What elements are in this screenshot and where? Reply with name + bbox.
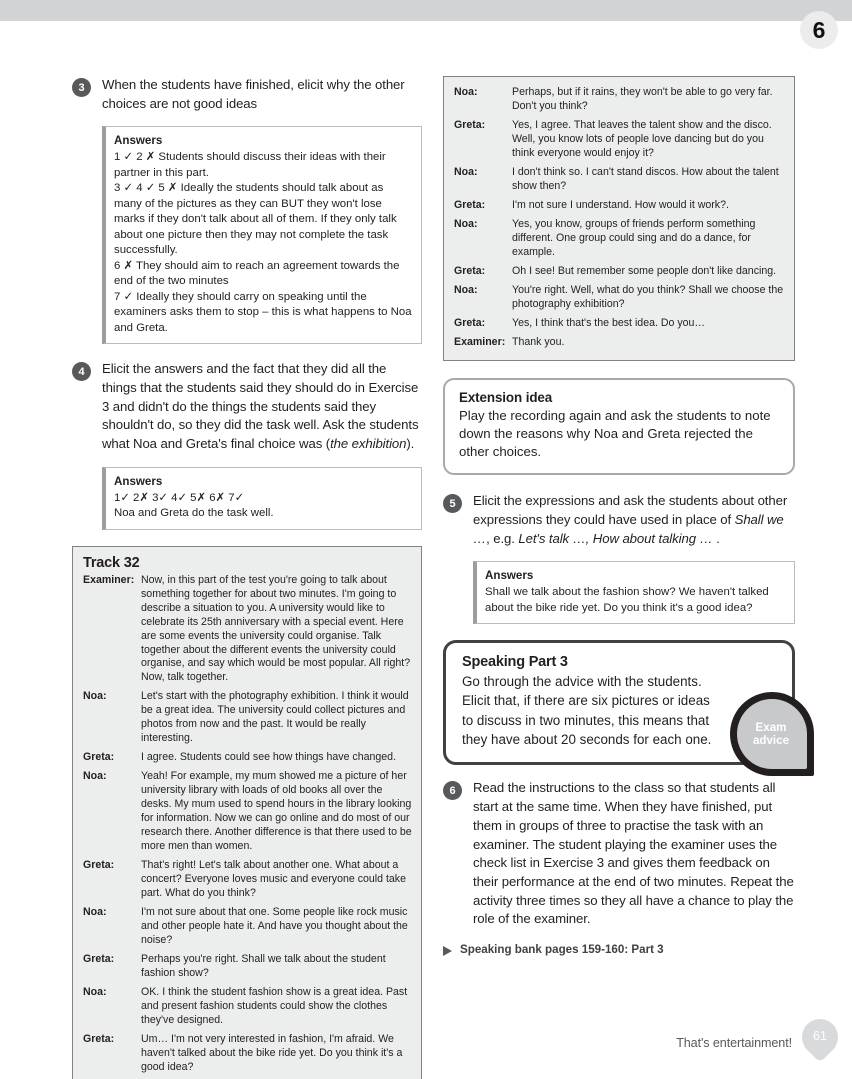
transcript-speaker: Greta:: [83, 751, 115, 764]
exercise-6-text: Read the instructions to the class so that students all start at the same time. When they have finished, put them in groups of three to practise the task with an examiner. The student playing the examiner uses the check list in Exercise 3 and gives them feedback on their performance at the end of two minutes. Repeat the activity three times so they all have a chance to play the role of the examiner.: [473, 780, 794, 927]
transcript-line: [454, 199, 785, 213]
page-number-pin: [802, 1019, 838, 1067]
transcript-utterance: Perhaps you're right. Shall we talk about the student fashion show?: [141, 952, 386, 979]
cross-reference-text: Speaking bank pages 159-160: Part 3: [460, 943, 664, 957]
transcript-utterance: I don't think so. I can't stand discos. How about the talent show then?: [512, 165, 779, 192]
transcript-utterance: Let's start with the photography exhibition. I think it would be a great idea. The university could collect pictures and photos from now and the past. It would be really interesting.: [141, 690, 409, 745]
badge-label-line-2: advice: [752, 734, 790, 748]
transcript-line: [83, 906, 412, 948]
transcript-speaker: Greta:: [83, 952, 115, 965]
transcript-utterance: Thank you.: [512, 335, 565, 348]
transcript-speaker: Noa:: [454, 86, 478, 98]
transcript-utterance: I'm not sure about that one. Some people like rock music and other people hate it. And have you thought about the noise?: [141, 905, 408, 946]
transcript-line: [454, 86, 785, 114]
answers-label: Answers: [485, 569, 534, 583]
unit-title: That's entertainment!: [676, 1036, 792, 1050]
transcript-track-32: [72, 546, 422, 1079]
transcript-speaker: Greta:: [454, 264, 486, 277]
transcript-line: [83, 574, 412, 686]
transcript-speaker: Noa:: [83, 690, 107, 703]
transcript-speaker: Noa:: [83, 985, 107, 998]
answers-line: 1✓ 2✗ 3✓ 4✓ 5✗ 6✗ 7✓: [114, 491, 245, 504]
play-triangle-icon: [443, 946, 452, 956]
exercise-4-text-part1: Elicit the answers and the fact that they did all the things that the students said they should do in Exercise 3 and didn't do the things the students said they shouldn't do, so they did the task well. Ask the students what Noa and Greta's final choice was (: [102, 361, 419, 452]
answers-box-exercise-4: [102, 467, 422, 530]
cross-reference[interactable]: [443, 943, 795, 956]
extension-idea-box: [443, 378, 795, 476]
answers-line: 7 ✓ Ideally they should carry on speaking until the examiners asks them to stop – this is what happens to Noa and Greta.: [114, 290, 412, 334]
transcript-line: [83, 859, 412, 901]
exercise-3: [72, 76, 422, 113]
exercise-5-text-part2: .: [712, 530, 720, 546]
exercise-3-number: 3: [72, 78, 91, 97]
extension-idea-body: Play the recording again and ask the students to note down the reasons why Noa and Greta rejected the other choices.: [459, 407, 771, 459]
transcript-line: [83, 751, 412, 765]
transcript-speaker: Examiner:: [454, 335, 506, 348]
answers-label: Answers: [114, 134, 163, 148]
transcript-line: [454, 265, 785, 279]
transcript-speaker: Noa:: [454, 217, 478, 230]
answers-line: Shall we talk about the fashion show? We haven't talked about the bike ride yet. Do you think it's a good idea?: [485, 586, 769, 614]
unit-number-badge: 6: [800, 11, 838, 49]
speaking-part-3-title: Speaking Part 3: [462, 654, 568, 671]
transcript-line: [454, 166, 785, 194]
transcript-utterance: I'm not sure I understand. How would it work?.: [512, 198, 729, 211]
transcript-utterance: Yeah! For example, my mum showed me a picture of her university library with loads of old books all over the desks. My mum used to spend hours in the library looking for information. Now we can go online and do most of our research there. Another difference is that there used to be more men than women.: [141, 770, 412, 853]
transcript-line: [83, 986, 412, 1028]
page-number: 61: [813, 1029, 827, 1043]
answers-line: 6 ✗ They should aim to reach an agreement towards the end of the two minutes: [114, 259, 400, 288]
exercise-4-text-part2: ).: [406, 436, 415, 452]
transcript-utterance: That's right! Let's talk about another one. What about a concert? Everyone loves music and everyone could take part. What do you think?: [141, 859, 406, 900]
transcript-lines: [83, 574, 412, 1075]
transcript-speaker: Noa:: [454, 165, 478, 178]
transcript-utterance: Now, in this part of the test you're going to talk about something together for about two minutes. I'm going to describe a situation to you. A university would like to celebrate its 25th anniversary with a special event. Here are some events the university could organise. Talk together about the different events the university could organise, and say which would be most popular. All right? Now, talk together.: [141, 573, 411, 684]
answers-label: Answers: [114, 474, 163, 488]
transcript-utterance: You're right. Well, what do you think? Shall we choose the photography exhibition?: [512, 283, 784, 310]
transcript-utterance: Yes, you know, groups of friends perform something different. One group could sing and do a dance, for example.: [512, 217, 756, 258]
answers-box-exercise-5: [473, 561, 795, 624]
answers-line: 3 ✓ 4 ✓ 5 ✗ Ideally the students should talk about as many of the pictures as they can BUT they won't lose marks if they don't talk about all of them. If they only talk about one picture then they may not complete the task successfully.: [114, 182, 397, 257]
exercise-4-text: [102, 360, 422, 454]
extension-idea-title: Extension idea: [459, 389, 553, 405]
exam-advice-badge: [730, 692, 814, 776]
exercise-4-number: 4: [72, 362, 91, 381]
transcript-speaker: Greta:: [454, 198, 486, 211]
transcript-utterance: Oh I see! But remember some people don't like dancing.: [512, 264, 777, 277]
badge-label-line-1: Exam: [755, 720, 787, 734]
exercise-4: [72, 360, 422, 454]
answers-line: Noa and Greta do the task well.: [114, 507, 274, 520]
transcript-speaker: Noa:: [454, 283, 478, 296]
transcript-line: [83, 770, 412, 854]
transcript-utterance: Yes, I agree. That leaves the talent show and the disco. Well, you know lots of people love dancing but do you think everyone would enjoy it?: [512, 118, 772, 159]
transcript-speaker: Greta:: [83, 1032, 115, 1045]
answers-line: 1 ✓ 2 ✗ Students should discuss their ideas with their partner in this part.: [114, 151, 386, 179]
right-column: [443, 76, 795, 956]
exercise-5: [443, 492, 795, 548]
transcript-line: [454, 119, 785, 161]
page-footer: [676, 1019, 838, 1067]
left-column: [72, 76, 422, 1079]
exercise-4-text-italic: the exhibition: [330, 436, 407, 452]
exercise-5-number: 5: [443, 494, 462, 513]
transcript-line: [454, 218, 785, 260]
speaking-part-3-box: [443, 640, 795, 765]
exercise-6-number: 6: [443, 781, 462, 800]
transcript-speaker: Examiner:: [83, 573, 135, 586]
transcript-speaker: Greta:: [83, 859, 115, 872]
exercise-3-text: When the students have finished, elicit why the other choices are not good ideas: [102, 77, 405, 111]
answers-box-exercise-3: [102, 126, 422, 344]
transcript-line: [454, 284, 785, 312]
transcript-line: [83, 953, 412, 981]
transcript-speaker: Greta:: [454, 118, 486, 131]
exercise-5-text: [473, 492, 795, 548]
transcript-utterance: Um… I'm not very interested in fashion, I'm afraid. We haven't talked about the bike ride yet. Do you think it's a good idea?: [141, 1032, 403, 1073]
exercise-5-text-part1: Elicit the expressions and ask the students about other expressions they could have used in place of: [473, 493, 788, 527]
exercise-5-italic-1: Shall we …: [473, 511, 784, 546]
transcript-lines: [454, 86, 785, 350]
transcript-utterance: Perhaps, but if it rains, they won't be able to go very far. Don't you think?: [512, 86, 773, 112]
exercise-5-italic-2: Let's talk …, How about talking …: [518, 530, 713, 546]
transcript-line: [83, 1033, 412, 1075]
transcript-line: [454, 317, 785, 331]
transcript-utterance: I agree. Students could see how things have changed.: [141, 751, 397, 764]
transcript-speaker: Greta:: [454, 316, 486, 329]
badge-label: [730, 692, 814, 776]
transcript-utterance: OK. I think the student fashion show is a great idea. Past and present fashion students could show the clothes they've designed.: [141, 985, 408, 1026]
exercise-6: [443, 779, 795, 929]
transcript-speaker: Noa:: [83, 905, 107, 918]
transcript-utterance: Yes, I think that's the best idea. Do you…: [512, 316, 706, 329]
transcript-line: [454, 336, 785, 350]
speaking-part-3-body: Go through the advice with the students. Elicit that, if there are six pictures or ideas to discuss in two minutes, this means that they have about 20 seconds for each one.: [462, 674, 712, 748]
track-title: Track 32: [83, 554, 140, 571]
exercise-5-text-mid: , e.g.: [486, 530, 519, 546]
transcript-track-32-continued: [443, 76, 795, 361]
transcript-line: [83, 690, 412, 746]
transcript-speaker: Noa:: [83, 770, 107, 783]
header-band: [0, 0, 852, 21]
